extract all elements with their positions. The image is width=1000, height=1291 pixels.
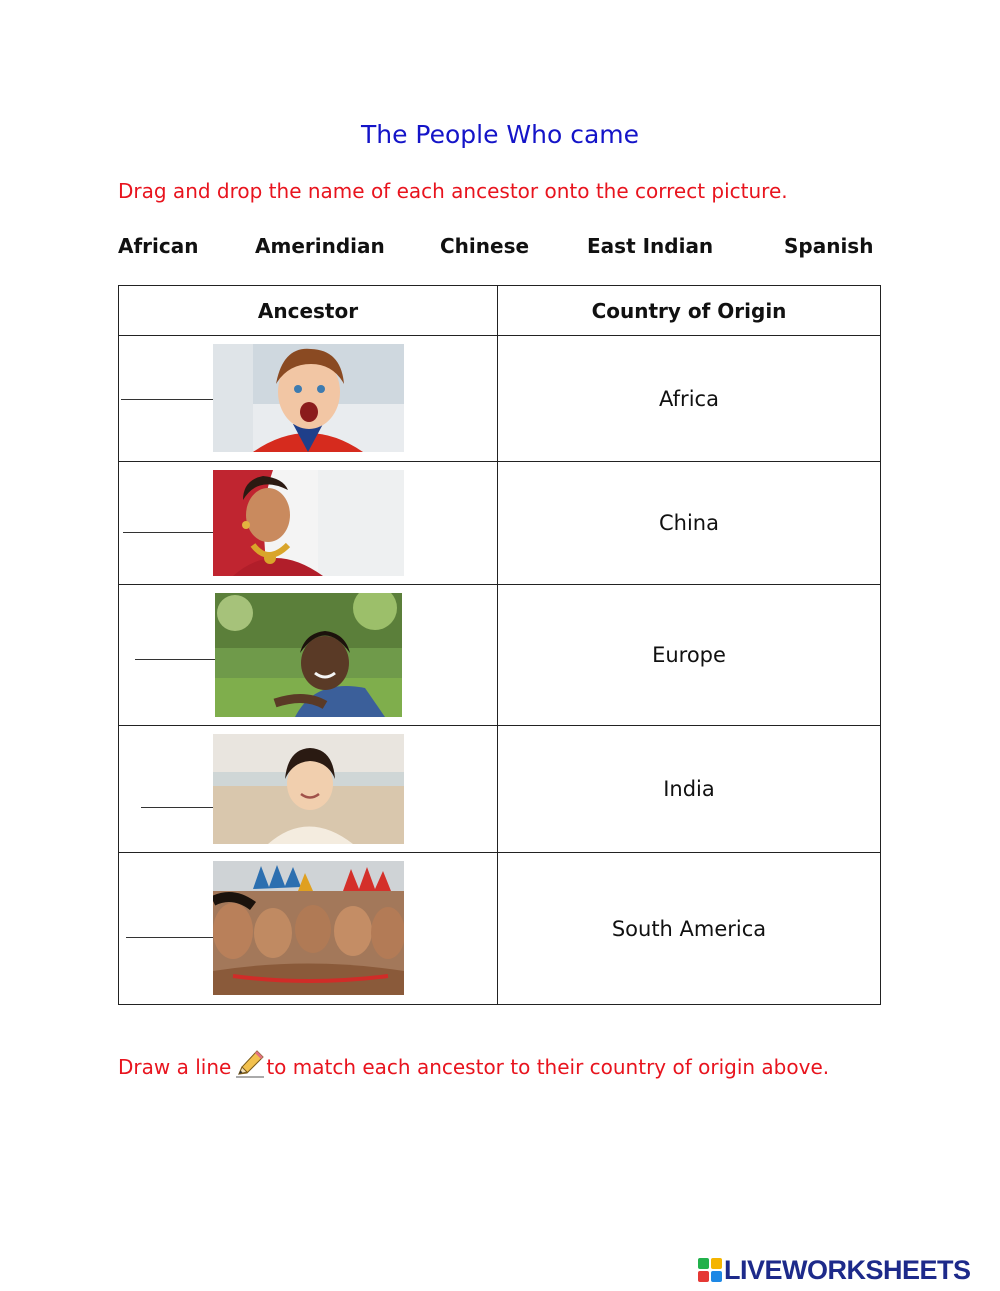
table-row [119,462,881,585]
worksheet-title: The People Who came [360,120,640,149]
country-cell: Europe [498,585,881,726]
header-ancestor: Ancestor [119,286,498,336]
ancestor-cell [119,585,498,726]
table-row [119,853,881,1005]
girl-on-grass-photo [215,593,402,717]
answer-drop-line[interactable] [121,399,218,400]
pencil-icon [235,1048,265,1085]
answer-drop-line[interactable] [126,937,216,938]
ancestor-cell [119,726,498,853]
word-chinese[interactable]: Chinese [440,234,530,258]
ancestor-cell [119,462,498,585]
draw-line-instruction-start: Draw a line [118,1055,232,1079]
ancestor-cell [119,853,498,1005]
ancestor-cell [119,336,498,462]
boy-open-mouth-photo [213,344,404,452]
table-row [119,726,881,853]
country-cell: South America [498,853,881,1005]
matching-table [118,285,881,1005]
word-african[interactable]: African [118,234,199,258]
answer-drop-line[interactable] [123,532,216,533]
liveworksheets-logo [698,1255,971,1285]
word-bank [0,234,1000,266]
table-row [119,336,881,462]
bride-jewelry-photo [213,470,404,576]
header-country-of-origin: Country of Origin [498,286,881,336]
country-cell: India [498,726,881,853]
country-cell: Africa [498,336,881,462]
draw-line-instruction [118,1048,829,1085]
liveworksheets-logo-icon [698,1258,722,1282]
table-row [119,585,881,726]
drag-instruction: Drag and drop the name of each ancestor onto the correct picture. [118,179,788,203]
table-header-row [119,286,881,336]
country-cell: China [498,462,881,585]
group-headdress-photo [213,861,404,995]
word-amerindian[interactable]: Amerindian [255,234,385,258]
toddler-beach-photo [213,734,404,844]
word-east-indian[interactable]: East Indian [587,234,714,258]
liveworksheets-logo-text: LIVEWORKSHEETS [724,1254,971,1285]
draw-line-instruction-end: to match each ancestor to their country of origin above. [266,1055,830,1079]
word-spanish[interactable]: Spanish [784,234,874,258]
